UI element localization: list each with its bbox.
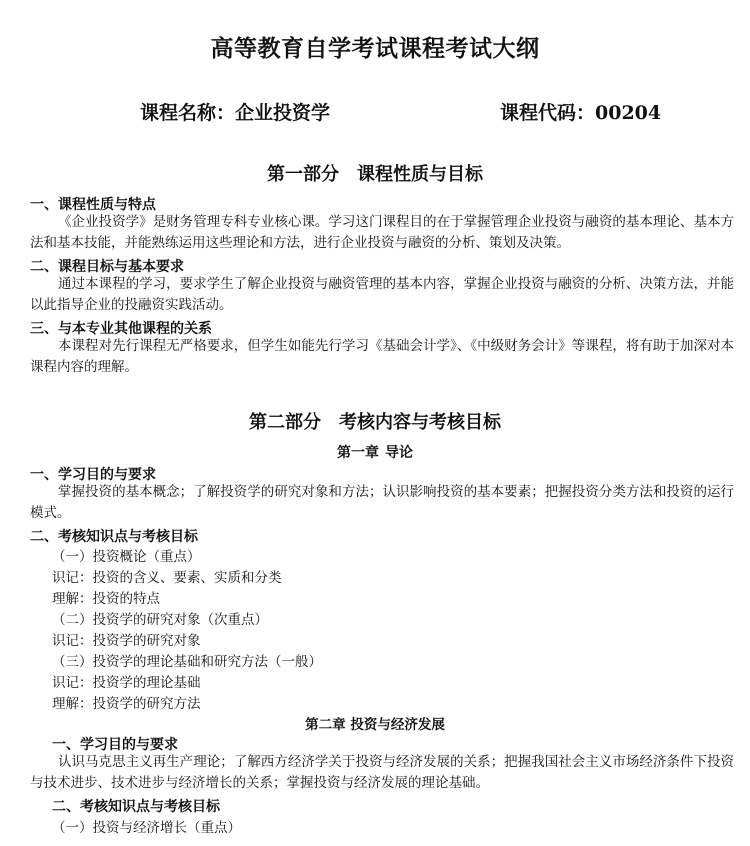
course-code: 课程代码：00204	[500, 102, 662, 124]
section-heading: 二、考核知识点与考核目标	[30, 529, 198, 545]
section-heading: 一、课程性质与特点	[30, 197, 156, 213]
section-paragraph: 《企业投资学》是财务管理专科专业核心课。学习这门课程目的在于掌握管理企业投资与融资的基本理论、基本方法和基本技能，并能熟练运用这些理论和方法，进行企业投资与融资的分析、策划及决策。	[30, 214, 734, 251]
section-paragraph: 认识马克思主义再生产理论；了解西方经济学关于投资与经济发展的关系；把握我国社会主义市场经济条件下投资与技术进步、技术进步与经济增长的关系；掌握投资与经济发展的理论基础。	[30, 754, 734, 791]
section-heading: 一、学习目的与要求	[52, 737, 178, 753]
knowledge-point-heading: （一）投资概论（重点）	[52, 549, 201, 565]
knowledge-point-item: 识记：投资学的研究对象	[52, 633, 201, 649]
knowledge-point-item: 理解：投资的特点	[52, 591, 160, 607]
course-name: 课程名称：企业投资学	[140, 102, 331, 124]
section-paragraph: 通过本课程的学习，要求学生了解企业投资与融资管理的基本内容，掌握企业投资与融资的分析、决策方法，并能以此指导企业的投融资实践活动。	[30, 276, 734, 313]
section-heading: 一、学习目的与要求	[30, 467, 156, 483]
part2-title: 第二部分 考核内容与考核目标	[249, 412, 501, 433]
chapter1-name: 导论	[385, 445, 413, 461]
knowledge-point-heading: （二）投资学的研究对象（次重点）	[52, 612, 268, 628]
knowledge-point-heading: （一）投资与经济增长（重点）	[52, 820, 241, 836]
part1-title: 第一部分 课程性质与目标	[267, 164, 483, 185]
knowledge-point-item: 理解：投资学的研究方法	[52, 696, 201, 712]
section-heading: 二、课程目标与基本要求	[30, 259, 184, 275]
section-heading: 三、与本专业其他课程的关系	[30, 321, 212, 337]
chapter1-title	[0, 442, 750, 462]
knowledge-point-item: 识记：投资的含义、要素、实质和分类	[52, 570, 282, 586]
section-heading: 二、考核知识点与考核目标	[52, 799, 220, 815]
section-paragraph: 掌握投资的基本概念；了解投资学的研究对象和方法；认识影响投资的基本要素；把握投资分类方法和投资的运行模式。	[30, 484, 734, 521]
chapter1-number: 第一章	[337, 445, 379, 461]
section-paragraph: 本课程对先行课程无严格要求，但学生如能先行学习《基础会计学》、《中级财务会计》等课程，将有助于加深对本课程内容的理解。	[30, 338, 734, 375]
course-info	[0, 98, 750, 124]
document-title: 高等教育自学考试课程考试大纲	[210, 35, 540, 62]
chapter2-title: 第二章 投资与经济发展	[305, 717, 445, 733]
knowledge-point-heading: （三）投资学的理论基础和研究方法（一般）	[52, 654, 322, 670]
knowledge-point-item: 识记：投资学的理论基础	[52, 675, 201, 691]
